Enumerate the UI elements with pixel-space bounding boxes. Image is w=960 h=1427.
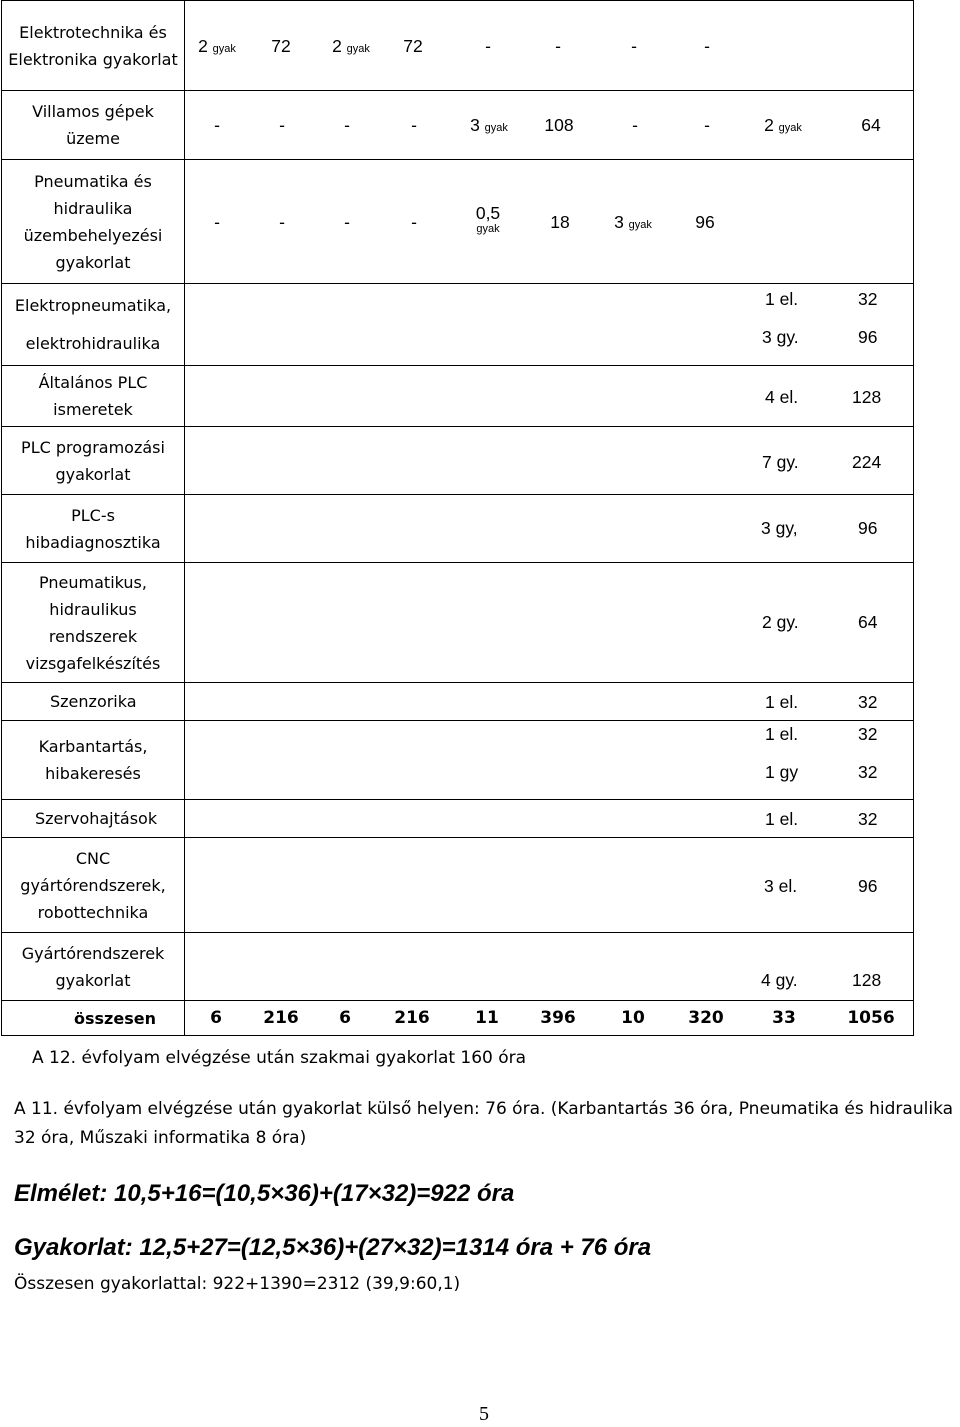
total-value: 10 (621, 1008, 645, 1028)
table-row (2, 800, 914, 838)
cell-value: 64 (858, 612, 878, 632)
cell-value: - (411, 115, 417, 135)
subject-label: Elektropneumatika, (14, 295, 172, 315)
cell-value: 4 el. (765, 387, 799, 407)
cell-value: 96 (858, 518, 878, 538)
hours-table (1, 0, 914, 1036)
subject-label: Pneumatika és hidraulika üzembehelyezési gyakorlat (2, 160, 185, 284)
cell-value: 3 gy, (761, 518, 798, 538)
cell-value: 3 gyak (614, 211, 652, 232)
cell-value: 3 gyak (470, 115, 508, 135)
cell-value: 32 (858, 809, 878, 829)
cell-value: 128 (852, 970, 882, 990)
cell-value: 224 (852, 452, 882, 472)
subject-label: Általános PLC ismeretek (2, 366, 185, 427)
cell-value: - (214, 115, 220, 135)
cell-value: 0,5 gyak (475, 202, 501, 235)
subject-label: CNC gyártórendszerek, robottechnika (2, 838, 185, 933)
table-row (2, 91, 914, 160)
cell-value: 1 gy (765, 762, 799, 782)
cell-value: 96 (858, 327, 878, 347)
subject-label: Elektrotechnika és Elektronika gyakorlat (2, 1, 185, 91)
cell-value: 2 gyak (198, 35, 236, 56)
cell-value: - (279, 115, 285, 135)
total-label: összesen (2, 1001, 185, 1036)
cell-value: 3 gy. (762, 327, 799, 347)
cell-value: - (214, 211, 220, 232)
practice-note-11-line1: A 11. évfolyam elvégzése után gyakorlat külső helyen: 76 óra. (Karbantartás 36 óra, Pneumatika és hidraulika (14, 1099, 954, 1119)
cell-value: 1 el. (765, 724, 799, 744)
table-row (2, 427, 914, 495)
cell-value: 72 (403, 35, 423, 56)
total-value: 1056 (847, 1008, 895, 1028)
table-row (2, 838, 914, 933)
cell-value: - (632, 115, 638, 135)
cell-value: - (344, 211, 350, 232)
total-value: 216 (263, 1008, 299, 1028)
total-value: 6 (339, 1008, 351, 1028)
cell-value: 128 (852, 387, 882, 407)
summary-line: Összesen gyakorlattal: 922+1390=2312 (39,9:60,1) (14, 1274, 461, 1294)
total-value: 11 (475, 1008, 499, 1028)
cell-value: 7 gy. (762, 452, 799, 472)
cell-value: 2 gyak (332, 35, 370, 56)
cell-value: 32 (858, 762, 878, 782)
table-row (2, 563, 914, 683)
cell-value: 32 (858, 724, 878, 744)
table-row-total (2, 1001, 914, 1036)
cell-value: - (411, 211, 417, 232)
table-row (2, 1, 914, 91)
table-row (2, 495, 914, 563)
table-row (2, 366, 914, 427)
practice-note-12: A 12. évfolyam elvégzése után szakmai gyakorlat 160 óra (32, 1048, 527, 1068)
cell-value: 32 (858, 289, 878, 309)
cell-value: 96 (858, 876, 878, 896)
practice-note-11-line2: 32 óra, Műszaki informatika 8 óra) (14, 1128, 307, 1148)
subject-label: elektrohidraulika (25, 333, 161, 353)
cell-value: - (704, 35, 710, 56)
cell-value: - (485, 35, 491, 56)
cell-value: - (279, 211, 285, 232)
cell-value: 72 (271, 35, 291, 56)
total-value: 320 (688, 1008, 724, 1028)
table-row (2, 284, 914, 366)
subject-label: PLC programozási gyakorlat (2, 427, 185, 495)
cell-value: 3 el. (764, 876, 798, 896)
subject-label: PLC-s hibadiagnosztika (2, 495, 185, 563)
total-value: 6 (210, 1008, 222, 1028)
table-row (2, 721, 914, 800)
practice-formula: Gyakorlat: 12,5+27=(12,5×36)+(27×32)=1314 óra + 76 óra (14, 1234, 652, 1261)
cell-value: 1 el. (765, 692, 799, 712)
subject-label: Szervohajtások (2, 800, 185, 838)
cell-value: 96 (695, 211, 715, 232)
total-value: 396 (540, 1008, 576, 1028)
subject-label: Pneumatikus, hidraulikus rendszerek vizsgafelkészítés (2, 563, 185, 683)
subject-label: Karbantartás, hibakeresés (2, 721, 185, 800)
subject-label: Szenzorika (2, 683, 185, 721)
cell-value: 1 el. (765, 289, 799, 309)
cell-value: - (631, 35, 637, 56)
cell-value: 2 gyak (764, 115, 802, 135)
total-value: 33 (772, 1008, 796, 1028)
cell-value: - (344, 115, 350, 135)
subject-label: Gyártórendszerek gyakorlat (2, 933, 185, 1001)
cell-value: 1 el. (765, 809, 799, 829)
cell-value: 108 (544, 115, 574, 135)
page-number: 5 (479, 1403, 489, 1425)
cell-value: - (704, 115, 710, 135)
table-row (2, 683, 914, 721)
cell-value: 64 (861, 115, 881, 135)
theory-formula: Elmélet: 10,5+16=(10,5×36)+(17×32)=922 óra (14, 1180, 515, 1207)
cell-value: 18 (550, 211, 570, 232)
total-value: 216 (394, 1008, 430, 1028)
table-row (2, 933, 914, 1001)
cell-value: - (555, 35, 561, 56)
cell-value: 2 gy. (762, 612, 799, 632)
subject-label: Villamos gépek üzeme (2, 91, 185, 160)
cell-value: 32 (858, 692, 878, 712)
table-row (2, 160, 914, 284)
cell-value: 4 gy. (761, 970, 798, 990)
